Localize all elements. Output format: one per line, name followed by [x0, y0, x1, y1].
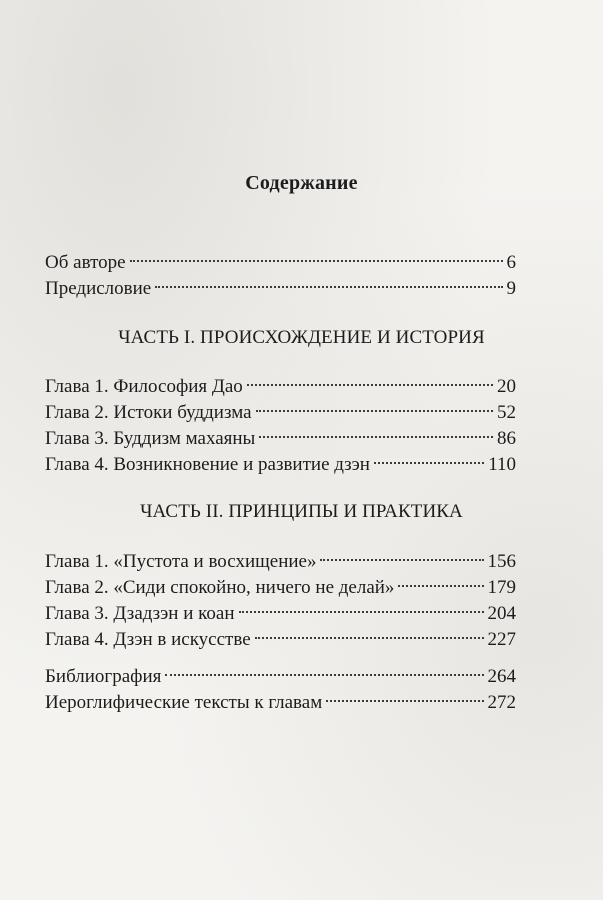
- dot-leader: [239, 585, 484, 613]
- dot-leader: [255, 611, 484, 639]
- toc-entry-label: Глава 1. Философия Дао: [45, 376, 243, 397]
- toc-entry-label: Иероглифические тексты к главам: [45, 692, 323, 713]
- part-2-heading: ЧАСТЬ II. ПРИНЦИПЫ И ПРАКТИКА: [140, 501, 463, 522]
- toc-entry-label: Глава 1. «Пустота и восхищение»: [45, 551, 317, 572]
- toc-title: Содержание: [245, 172, 358, 194]
- toc-entry-part1-chapter4[interactable]: [45, 442, 516, 475]
- dot-leader: [320, 533, 483, 561]
- toc-entry-label: Глава 4. Дзэн в искусстве: [45, 629, 251, 650]
- toc-entry-page: 20: [497, 376, 516, 397]
- toc-entry-page: 6: [506, 252, 516, 273]
- toc-entry-label: Глава 3. Дзадзэн и коан: [45, 603, 235, 624]
- toc-entry-label: Библиография: [45, 666, 162, 687]
- dot-leader: [256, 384, 493, 412]
- toc-entry-label: Об авторе: [45, 252, 126, 273]
- toc-entry-label: Предисловие: [45, 278, 152, 299]
- toc-entry-label: Глава 2. Истоки буддизма: [45, 402, 252, 423]
- toc-entry-page: 272: [487, 692, 516, 713]
- toc-entry-part2-chapter4[interactable]: [45, 617, 516, 650]
- dot-leader: [247, 358, 493, 386]
- toc-entry-page: 179: [487, 577, 516, 598]
- toc-entry-page: 110: [488, 454, 516, 475]
- dot-leader: [165, 648, 483, 676]
- dot-leader: [155, 260, 502, 288]
- toc-entry-page: 264: [487, 666, 516, 687]
- toc-entry-page: 156: [487, 551, 516, 572]
- dot-leader: [130, 234, 503, 262]
- dot-leader: [326, 674, 483, 702]
- dot-leader: [398, 559, 483, 587]
- part-1-heading: ЧАСТЬ I. ПРОИСХОЖДЕНИЕ И ИСТОРИЯ: [118, 327, 485, 348]
- toc-entry-page: 86: [497, 428, 516, 449]
- toc-entry-label: Глава 3. Буддизм махаяны: [45, 428, 256, 449]
- toc-entry-hieroglyphic-texts[interactable]: [45, 680, 516, 713]
- toc-entry-page: 227: [487, 629, 516, 650]
- toc-entry-preface[interactable]: [45, 266, 516, 299]
- toc-entry-page: 204: [487, 603, 516, 624]
- toc-entry-page: 9: [506, 278, 516, 299]
- toc-entry-page: 52: [497, 402, 516, 423]
- dot-leader: [374, 436, 484, 464]
- toc-entry-label: Глава 2. «Сиди спокойно, ничего не делай»: [45, 577, 395, 598]
- dot-leader: [259, 410, 493, 438]
- toc-entry-label: Глава 4. Возникновение и развитие дзэн: [45, 454, 370, 475]
